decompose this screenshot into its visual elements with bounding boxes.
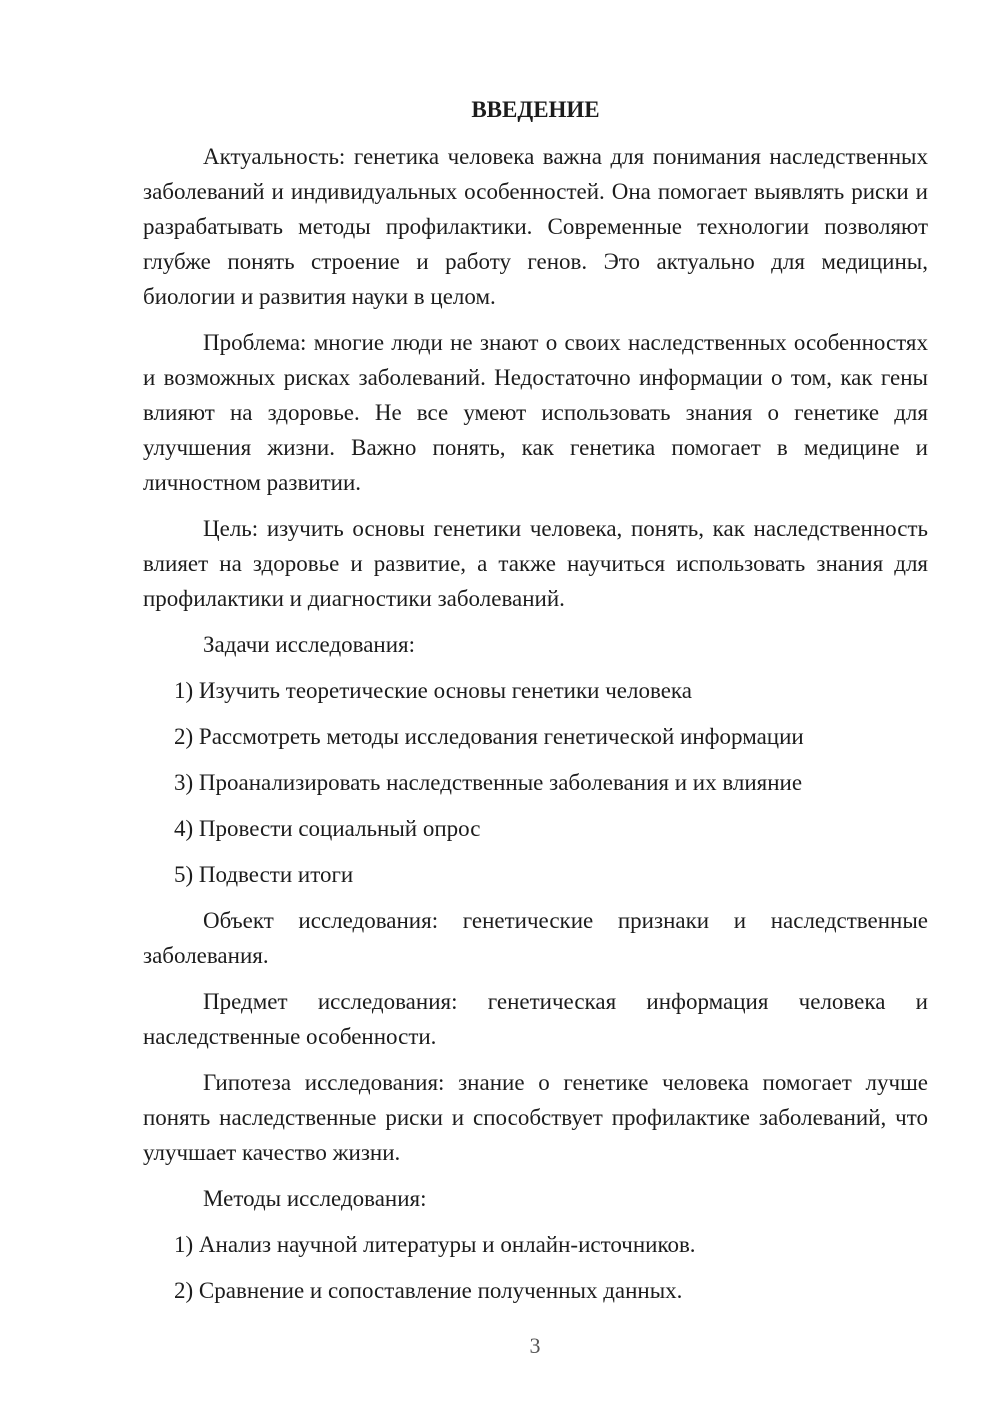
goal-paragraph: Цель: изучить основы генетики человека, понять, как наследственность влияет на здоровье и развитие, а также научиться использовать знания для профилактики и диагностики заболеваний. (143, 516, 928, 611)
object-paragraph: Объект исследования: генетические признаки и наследственные заболевания. (143, 908, 928, 968)
hypothesis-paragraph: Гипотеза исследования: знание о генетике человека помогает лучше понять наследственные риски и способствует профилактике заболеваний, что улучшает качество жизни. (143, 1070, 928, 1165)
methods-label: Методы исследования: (203, 1186, 427, 1211)
document-page (143, 92, 928, 1319)
task-item: 3) Проанализировать наследственные заболевания и их влияние (174, 770, 803, 795)
page-title: ВВЕДЕНИЕ (471, 97, 600, 122)
problem-paragraph: Проблема: многие люди не знают о своих наследственных особенностях и возможных рисках заболеваний. Недостаточно информации о том, как гены влияют на здоровье. Не все умеют использовать знания о генетике для улучшения жизни. Важно понять, как генетика помогает в медицине и личностном развитии. (143, 330, 928, 495)
task-item: 1) Изучить теоретические основы генетики человека (174, 678, 692, 703)
task-item: 5) Подвести итоги (174, 862, 354, 887)
task-item: 4) Провести социальный опрос (174, 816, 481, 841)
tasks-label: Задачи исследования: (203, 632, 416, 657)
relevance-paragraph: Актуальность: генетика человека важна для понимания наследственных заболеваний и индивидуальных особенностей. Она помогает выявлять риски и разрабатывать методы профилактики. Современные технологии позволяют глубже понять строение и работу генов. Это актуально для медицины, биологии и развития науки в целом. (143, 144, 928, 309)
subject-paragraph: Предмет исследования: генетическая информация человека и наследственные особенности. (143, 989, 928, 1049)
method-item: 2) Сравнение и сопоставление полученных данных. (174, 1278, 683, 1303)
page-number: 3 (529, 1333, 541, 1358)
method-item: 1) Анализ научной литературы и онлайн-источников. (174, 1232, 696, 1257)
task-item: 2) Рассмотреть методы исследования генетической информации (174, 724, 804, 749)
